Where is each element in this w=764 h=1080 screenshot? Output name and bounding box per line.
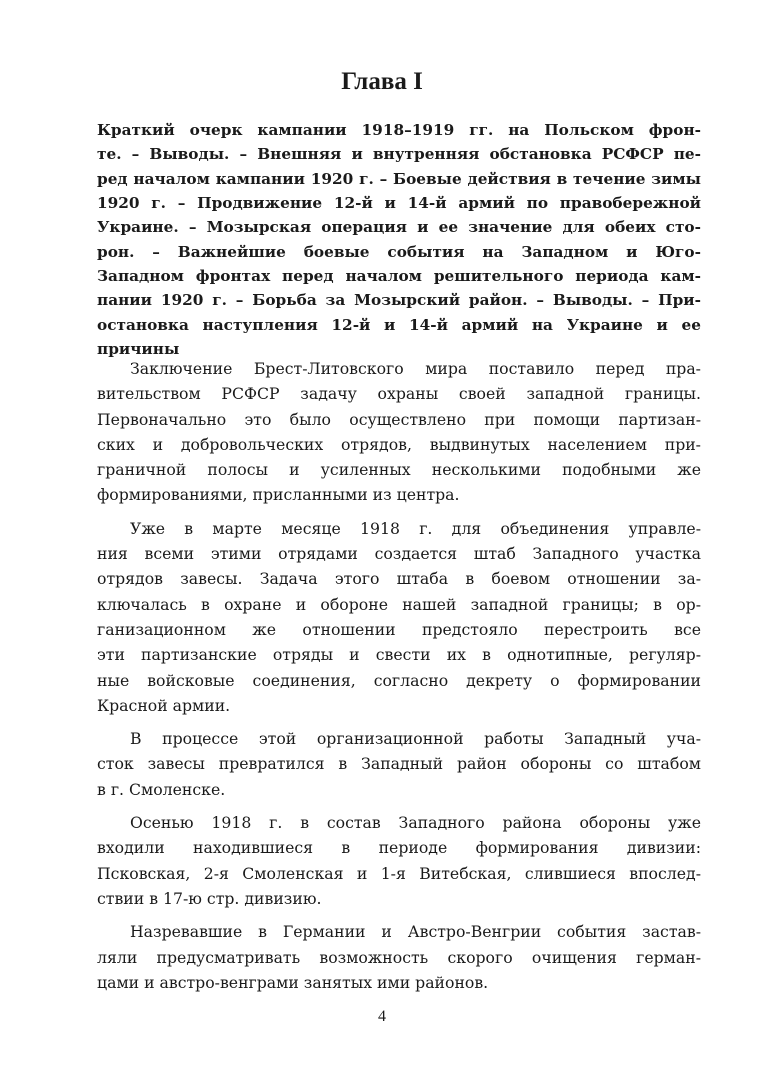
- paragraph: [97, 356, 701, 508]
- text-line: Уже в марте месяце 1918 г. для объединения управле-: [130, 518, 701, 538]
- summary-line: остановка наступления 12-й и 14-й армий на Украине и ее: [97, 315, 701, 334]
- text-line: Назревавшие в Германии и Австро-Венгрии события застав-: [130, 922, 701, 942]
- text-line: ских и добровольческих отрядов, выдвинутых населением при-: [97, 434, 701, 454]
- paragraph: [97, 516, 701, 718]
- text-line: В процессе этой организационной работы Западный уча-: [130, 729, 701, 749]
- text-line: Красной армии.: [97, 695, 231, 715]
- text-line: в г. Смоленске.: [97, 779, 226, 799]
- text-line: входили находившиеся в периоде формирования дивизии:: [97, 838, 701, 858]
- summary-line: причины: [97, 340, 180, 359]
- text-line: сток завесы превратился в Западный район обороны со штабом: [97, 754, 701, 774]
- text-line: Заключение Брест-Литовского мира поставило перед пра-: [130, 359, 701, 378]
- text-line: Осенью 1918 г. в состав Западного района обороны уже: [130, 813, 701, 833]
- summary-line: Западном фронтах перед началом решительного периода кам-: [97, 267, 701, 286]
- text-line: эти партизанские отряды и свести их в однотипные, регуляр-: [97, 645, 701, 665]
- text-line: ляли предусматривать возможность скорого очищения герман-: [97, 947, 701, 967]
- summary-line: те. – Выводы. – Внешняя и внутренняя обстановка РСФСР пе-: [97, 145, 701, 164]
- text-line: вительством РСФСР задачу охраны своей западной границы.: [97, 384, 701, 404]
- summary-line: 1920 г. – Продвижение 12-й и 14-й армий по правобережной: [97, 194, 701, 213]
- text-line: ганизационном же отношении предстояло перестроить все: [97, 619, 701, 639]
- page-number: 4: [378, 1008, 386, 1025]
- text-line: отрядов завесы. Задача этого штаба в боевом отношении за-: [97, 569, 701, 589]
- text-line: Первоначально это было осуществлено при помощи партизан-: [97, 409, 701, 429]
- summary-line: рон. – Важнейшие боевые события на Западном и Юго-: [97, 242, 701, 261]
- body-text: [97, 356, 701, 1003]
- chapter-title: Глава I: [341, 68, 423, 95]
- paragraph: [97, 919, 701, 995]
- summary-line: ред началом кампании 1920 г. – Боевые действия в течение зимы: [97, 169, 701, 188]
- chapter-summary: [97, 118, 701, 361]
- summary-line: Украине. – Мозырская операция и ее значение для обеих сто-: [97, 218, 701, 237]
- paragraph: [97, 810, 701, 911]
- text-line: Псковская, 2-я Смоленская и 1-я Витебская, слившиеся впослед-: [97, 863, 701, 883]
- text-line: ния всеми этими отрядами создается штаб Западного участка: [97, 544, 701, 564]
- paragraph: [97, 726, 701, 802]
- text-line: ные войсковые соединения, согласно декрету о формировании: [97, 670, 701, 690]
- summary-line: Краткий очерк кампании 1918–1919 гг. на Польском фрон-: [97, 121, 701, 139]
- text-line: ствии в 17-ю стр. дивизию.: [97, 888, 322, 908]
- text-line: ключалась в охране и обороне нашей западной границы; в ор-: [97, 594, 701, 614]
- summary-line: пании 1920 г. – Борьба за Мозырский район. – Выводы. – При-: [97, 291, 701, 310]
- text-line: формированиями, присланными из центра.: [97, 485, 460, 505]
- text-line: цами и австро-венграми занятых ими районов.: [97, 972, 489, 992]
- text-line: граничной полосы и усиленных несколькими подобными же: [97, 460, 701, 480]
